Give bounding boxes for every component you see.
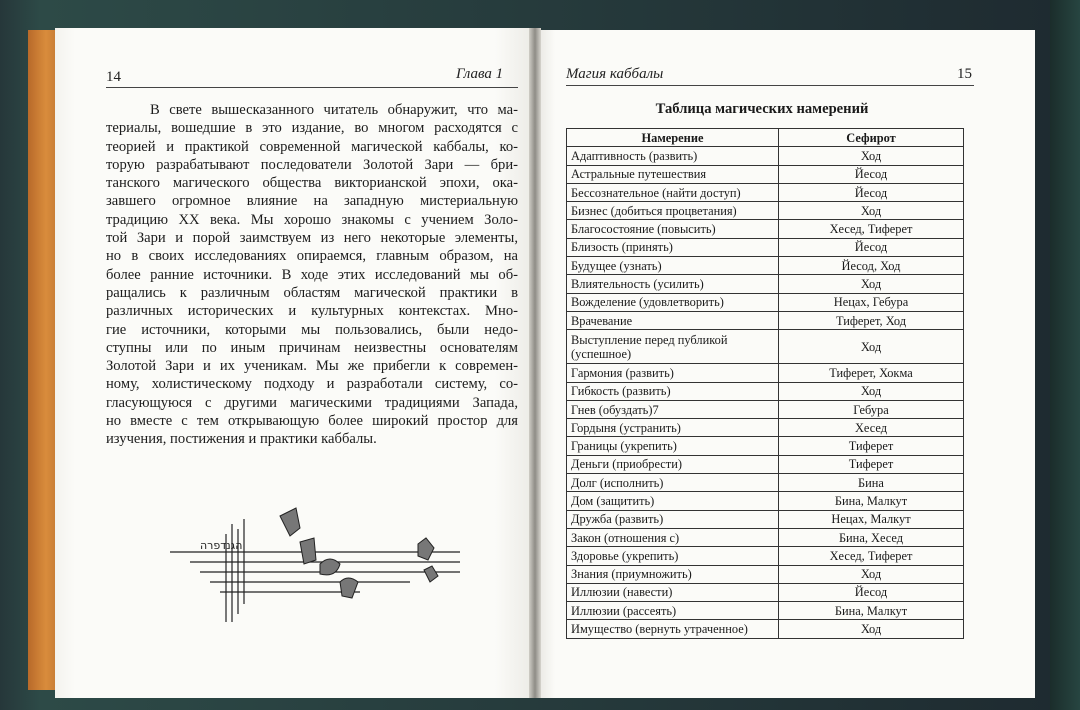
hebrew-letters-illustration xyxy=(160,504,470,622)
intent-cell: Имущество (вернуть утраченное) xyxy=(567,620,779,638)
sefirot-cell: Бина, Малкут xyxy=(779,602,964,620)
right-page-number: 15 xyxy=(957,66,972,82)
table-row xyxy=(567,547,964,565)
sefirot-cell: Ход xyxy=(779,620,964,638)
text-line: теорией и практикой современной магической каббалы, ко- xyxy=(106,138,518,155)
table-row xyxy=(567,437,964,455)
right-header-rule xyxy=(566,85,974,86)
intent-cell: Вожделение (удовлетворить) xyxy=(567,293,779,311)
text-line: териалы, вошедшие в это издание, во многом расходятся с xyxy=(106,120,518,137)
text-line: Золотой Зари и их ученикам. Мы же прибегли к современ- xyxy=(106,358,518,375)
text-line: ращались к различным областям магической практики в xyxy=(106,284,518,301)
table-row xyxy=(567,202,964,220)
sefirot-cell: Хесед, Тиферет xyxy=(779,547,964,565)
sefirot-cell: Тиферет, Ход xyxy=(779,311,964,329)
text-line: более ранние источники. В ходе этих исследований мы об- xyxy=(106,266,518,283)
intent-cell: Гнев (обуздать)7 xyxy=(567,400,779,418)
table-row xyxy=(567,620,964,638)
intent-cell: Дружба (развить) xyxy=(567,510,779,528)
text-line: изучения, постижения и практики каббалы. xyxy=(106,431,377,448)
magic-intentions-table xyxy=(566,128,964,639)
table-row xyxy=(567,330,964,364)
body-paragraph xyxy=(106,101,518,449)
text-line: той Зари и порой заимствуем из него некоторые элементы, xyxy=(106,230,518,247)
table-row xyxy=(567,147,964,165)
table-row xyxy=(567,565,964,583)
table-row xyxy=(567,419,964,437)
intent-cell: Выступление перед публикой (успешное) xyxy=(567,330,779,364)
table-row xyxy=(567,510,964,528)
sefirot-cell: Ход xyxy=(779,275,964,293)
text-line: торую разрабатывают последователи Золотой Зари — бри- xyxy=(106,156,518,173)
sefirot-cell: Йесод, Ход xyxy=(779,257,964,275)
text-line: гие источники, которыми мы пользовались, были недо- xyxy=(106,321,518,338)
intent-cell: Деньги (приобрести) xyxy=(567,455,779,473)
intent-cell: Закон (отношения с) xyxy=(567,528,779,546)
intent-cell: Дом (защитить) xyxy=(567,492,779,510)
text-line: различных исторических и культурных контекстах. Мно- xyxy=(106,303,518,320)
intent-cell: Близость (принять) xyxy=(567,238,779,256)
sefirot-cell: Тиферет, Хокма xyxy=(779,364,964,382)
text-line: В свете вышесказанного читатель обнаружит, что ма- xyxy=(150,102,518,118)
text-line: ступны или по иным причинам неизвестны основателям xyxy=(106,339,518,356)
table-row xyxy=(567,455,964,473)
sefirot-cell: Йесод xyxy=(779,238,964,256)
table-row xyxy=(567,165,964,183)
sefirot-cell: Нецах, Малкут xyxy=(779,510,964,528)
sefirot-cell: Ход xyxy=(779,565,964,583)
table-row xyxy=(567,492,964,510)
text-line: завшего огромное влияние на западную мистериальную xyxy=(106,193,518,210)
table-row xyxy=(567,382,964,400)
intent-cell: Влиятельность (усилить) xyxy=(567,275,779,293)
table-title: Таблица магических намерений xyxy=(655,101,869,117)
intent-cell: Гордыня (устранить) xyxy=(567,419,779,437)
text-line: ному, холистическому подходу и разработали систему, со- xyxy=(106,376,518,393)
intent-cell: Врачевание xyxy=(567,311,779,329)
intent-cell: Будущее (узнать) xyxy=(567,257,779,275)
text-line: традицию XX века. Мы хорошо знакомы с учением Золо- xyxy=(106,211,518,228)
sefirot-cell: Хесед, Тиферет xyxy=(779,220,964,238)
sefirot-cell: Ход xyxy=(779,382,964,400)
sefirot-cell: Бина, Хесед xyxy=(779,528,964,546)
sefirot-cell: Гебура xyxy=(779,400,964,418)
cover-spine-strip xyxy=(28,30,58,690)
sefirot-cell: Йесод xyxy=(779,165,964,183)
table-header-row xyxy=(567,129,964,147)
table-row xyxy=(567,364,964,382)
table-row xyxy=(567,257,964,275)
sefirot-cell: Ход xyxy=(779,330,964,364)
table-row xyxy=(567,183,964,201)
table-row xyxy=(567,583,964,601)
sefirot-cell: Бина, Малкут xyxy=(779,492,964,510)
intent-cell: Знания (приумножить) xyxy=(567,565,779,583)
text-line: но в своих исследованиях опираемся, главным образом, на xyxy=(106,248,518,265)
text-line: танского магического общества викторианской эпохи, ока- xyxy=(106,175,518,192)
intent-cell: Иллюзии (навести) xyxy=(567,583,779,601)
sefirot-cell: Йесод xyxy=(779,583,964,601)
intent-cell: Благосостояние (повысить) xyxy=(567,220,779,238)
intent-cell: Астральные путешествия xyxy=(567,165,779,183)
table-row xyxy=(567,400,964,418)
text-line: гласующуюся с другими магическими традициями Запада, xyxy=(106,394,518,411)
table-row xyxy=(567,220,964,238)
sefirot-cell: Хесед xyxy=(779,419,964,437)
intent-cell: Гармония (развить) xyxy=(567,364,779,382)
intent-cell: Бизнес (добиться процветания) xyxy=(567,202,779,220)
intent-cell: Гибкость (развить) xyxy=(567,382,779,400)
sefirot-cell: Йесод xyxy=(779,183,964,201)
left-page-number: 14 xyxy=(106,69,121,85)
column-header-intent: Намерение xyxy=(567,129,779,147)
sefirot-cell: Тиферет xyxy=(779,455,964,473)
cover-right-edge xyxy=(1050,0,1080,710)
sefirot-cell: Тиферет xyxy=(779,437,964,455)
text-line: но вместе с тем открывающую более широкий простор для xyxy=(106,413,518,430)
left-running-head: Глава 1 xyxy=(456,66,504,82)
left-header-rule xyxy=(106,87,518,88)
intent-cell: Здоровье (укрепить) xyxy=(567,547,779,565)
table-row xyxy=(567,293,964,311)
table-row xyxy=(567,602,964,620)
table-row xyxy=(567,275,964,293)
intent-cell: Границы (укрепить) xyxy=(567,437,779,455)
svg-text:הגנדפרה: הגנדפרה xyxy=(200,539,243,552)
intent-cell: Бессознательное (найти доступ) xyxy=(567,183,779,201)
right-running-head: Магия каббалы xyxy=(566,66,664,82)
sefirot-cell: Бина xyxy=(779,474,964,492)
sefirot-cell: Ход xyxy=(779,202,964,220)
table-row xyxy=(567,474,964,492)
table-row xyxy=(567,311,964,329)
sefirot-cell: Нецах, Гебура xyxy=(779,293,964,311)
intent-cell: Иллюзии (рассеять) xyxy=(567,602,779,620)
intent-cell: Адаптивность (развить) xyxy=(567,147,779,165)
column-header-sefirot: Сефирот xyxy=(779,129,964,147)
table-row xyxy=(567,528,964,546)
book-gutter xyxy=(529,28,541,698)
sefirot-cell: Ход xyxy=(779,147,964,165)
intent-cell: Долг (исполнить) xyxy=(567,474,779,492)
table-row xyxy=(567,238,964,256)
